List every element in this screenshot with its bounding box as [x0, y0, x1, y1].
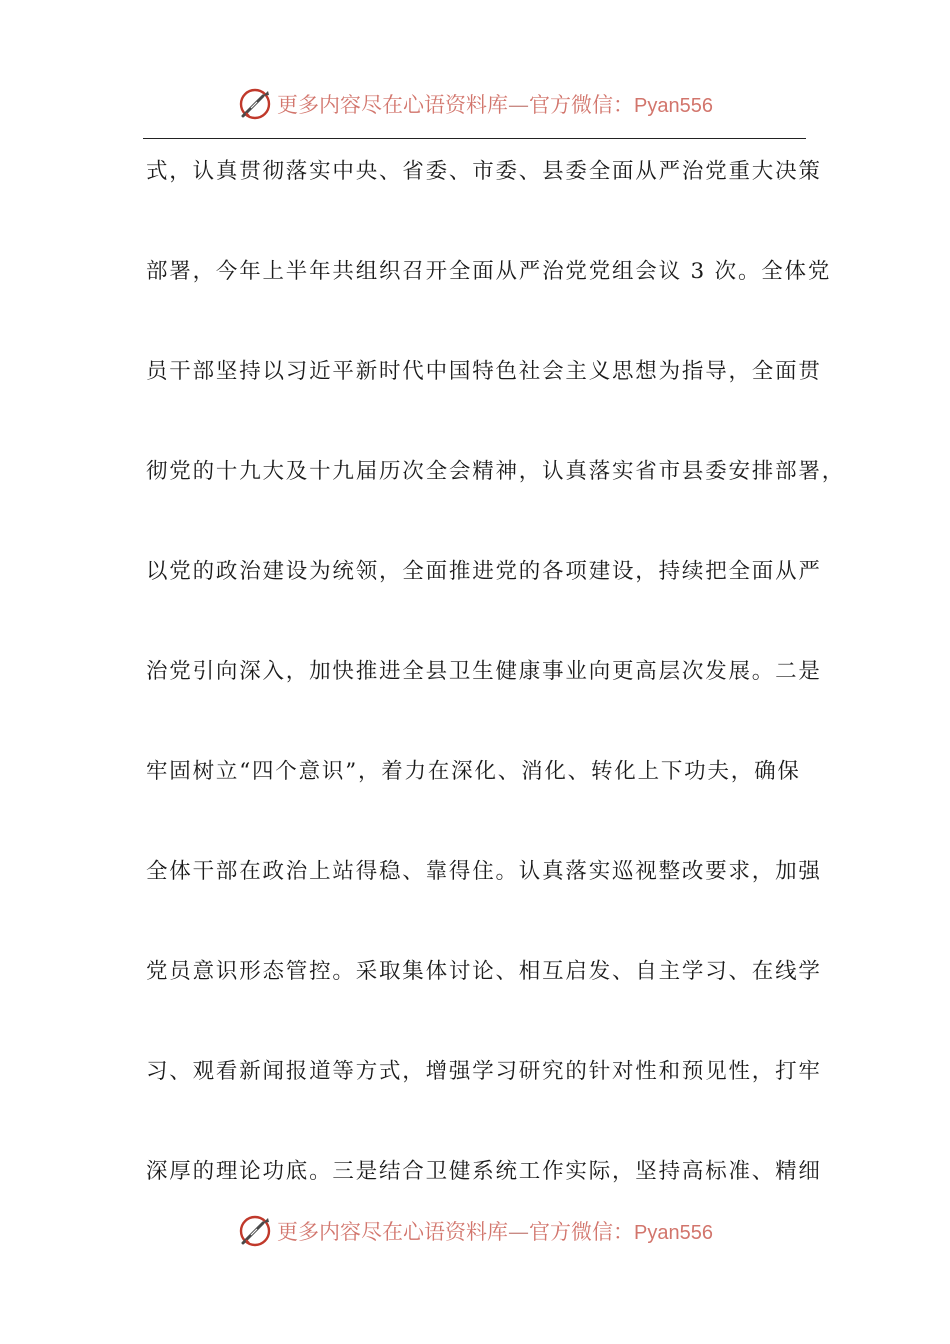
pen-logo-icon	[237, 86, 273, 122]
body-line: 部署，今年上半年共组织召开全面从严治党党组会议 3 次。全体党	[146, 259, 832, 284]
header-wechat-label: 官方微信：	[529, 93, 635, 117]
body-line: 员干部坚持以习近平新时代中国特色社会主义思想为指导，全面贯	[146, 359, 822, 384]
footer-banner-text	[277, 1216, 713, 1246]
footer-separator: —	[508, 1220, 530, 1244]
footer-wechat-label: 官方微信：	[529, 1220, 635, 1244]
header-separator: —	[508, 93, 530, 117]
body-paragraph	[146, 152, 846, 1252]
header-brand: 更多内容尽在心语资料库	[277, 93, 509, 117]
body-line: 习、观看新闻报道等方式，增强学习研究的针对性和预见性，打牢	[146, 1059, 822, 1084]
header-banner-text	[277, 89, 713, 119]
body-line: 彻党的十九大及十九届历次全会精神，认真落实省市县委安排部署，	[146, 459, 846, 484]
header-divider	[143, 138, 806, 139]
header-banner	[0, 82, 950, 126]
body-line: 式，认真贯彻落实中央、省委、市委、县委全面从严治党重大决策	[146, 159, 822, 184]
footer-wechat-id: Pyan556	[634, 1222, 713, 1244]
header-wechat-id: Pyan556	[634, 95, 713, 117]
body-line: 党员意识形态管控。采取集体讨论、相互启发、自主学习、在线学	[146, 959, 822, 984]
pen-logo-icon	[237, 1213, 273, 1249]
body-line: 以党的政治建设为统领，全面推进党的各项建设，持续把全面从严	[146, 559, 822, 584]
body-line: 全体干部在政治上站得稳、靠得住。认真落实巡视整改要求，加强	[146, 859, 822, 884]
footer-banner	[0, 1209, 950, 1253]
body-line: 深厚的理论功底。三是结合卫健系统工作实际，坚持高标准、精细	[146, 1159, 822, 1184]
body-line: 治党引向深入，加快推进全县卫生健康事业向更高层次发展。二是	[146, 659, 822, 684]
body-line: 牢固树立“四个意识”，着力在深化、消化、转化上下功夫，确保	[146, 759, 801, 784]
footer-brand: 更多内容尽在心语资料库	[277, 1220, 509, 1244]
